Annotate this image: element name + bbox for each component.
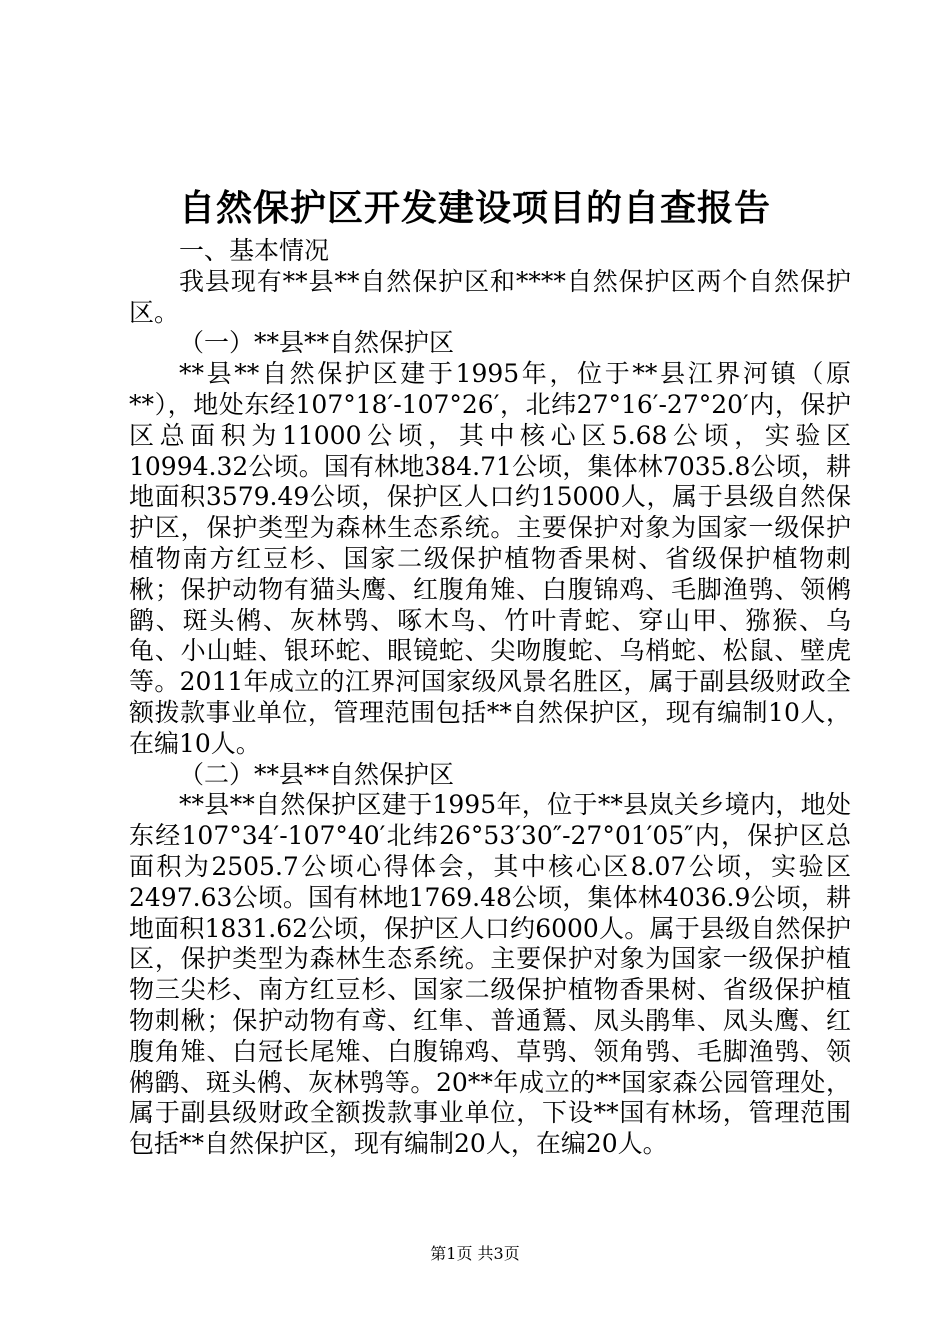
document-title: 自然保护区开发建设项目的自查报告 xyxy=(178,187,771,229)
intro-paragraph: 我县现有**县**自然保护区和****自然保护区两个自然保护区。 xyxy=(129,266,851,327)
document-body xyxy=(129,236,851,1160)
subsection-heading-2: （二）**县**自然保护区 xyxy=(179,759,455,789)
page-footer: 第1页 共3页 xyxy=(430,1244,520,1263)
subsection-heading-1: （一）**县**自然保护区 xyxy=(179,328,455,358)
reserve-1-paragraph: **县**自然保护区建于1995年，位于**县江界河镇（原**），地处东经107°18′-107°26′，北纬27°16′-27°20′内，保护区总面积为11000公顷，其中核心区5.68公顷，实验区10994.32公顷。国有林地384.71公顷，集体林7035.8公顷，耕地面积3579.49公顷，保护区人口约15000人，属于县级自然保护区，保护类型为森林生态系统。主要保护对象为国家一级保护植物南方红豆杉、国家二级保护植物香果树、省级保护植物刺楸；保护动物有猫头鹰、红腹角雉、白腹锦鸡、毛脚渔鸮、领鸺鹠、斑头鸺、灰林鸮、啄木鸟、竹叶青蛇、穿山甲、猕猴、乌龟、小山蛙、银环蛇、眼镜蛇、尖吻腹蛇、乌梢蛇、松鼠、壁虎等。2011年成立的江界河国家级风景名胜区，属于副县级财政全额拨款事业单位，管理范围包括**自然保护区，现有编制10人，在编10人。 xyxy=(129,359,851,758)
reserve-2-paragraph: **县**自然保护区建于1995年，位于**县岚关乡境内，地处东经107°34′-107°40′北纬26°53′30″-27°01′05″内，保护区总面积为2505.7公顷心得体会，其中核心区8.07公顷，实验区2497.63公顷。国有林地1769.48公顷，集体林4036.9公顷，耕地面积1831.62公顷，保护区人口约6000人。属于县级自然保护区，保护类型为森林生态系统。主要保护对象为国家一级保护植物三尖杉、南方红豆杉、国家二级保护植物香果树、省级保护植物刺楸；保护动物有鸢、红隼、普通鵟、凤头鹃隼、凤头鹰、红腹角雉、白冠长尾雉、白腹锦鸡、草鸮、领角鸮、毛脚渔鸮、领鸺鹠、斑头鸺、灰林鸮等。20**年成立的**国家森公园管理处，属于副县级财政全额拨款事业单位，下设**国有林场，管理范围包括**自然保护区，现有编制20人，在编20人。 xyxy=(129,790,851,1159)
section-heading-basic: 一、基本情况 xyxy=(179,236,330,265)
